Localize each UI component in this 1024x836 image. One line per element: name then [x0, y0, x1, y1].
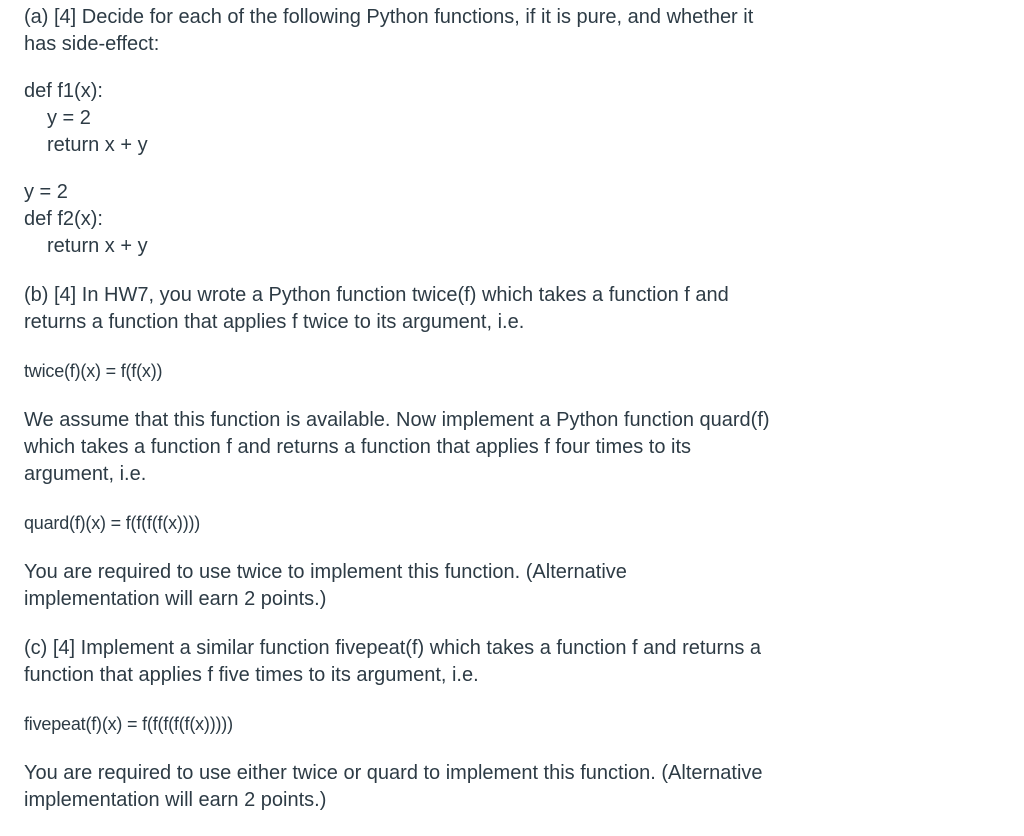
code-line: y = 2 [24, 181, 68, 203]
part-a-line-2: has side-effect: [24, 33, 160, 55]
assignment-page [24, 4, 1004, 814]
part-c-para2-line-1: You are required to use either twice or quard to implement this function. (Alternative [24, 762, 763, 784]
code-line: return x + y [47, 134, 148, 156]
part-b [24, 282, 1004, 613]
code-line: return x + y [47, 235, 148, 257]
part-b-para2-line-1: We assume that this function is available. Now implement a Python function quard(f) [24, 409, 770, 431]
part-b-line-2: returns a function that applies f twice to its argument, i.e. [24, 311, 525, 333]
part-c-para2-line-2: implementation will earn 2 points.) [24, 789, 327, 811]
part-c-line-1: (c) [4] Implement a similar function fivepeat(f) which takes a function f and returns a [24, 637, 761, 659]
part-b-para2-line-3: argument, i.e. [24, 463, 147, 485]
code-line: def f2(x): [24, 208, 103, 230]
code-line: def f1(x): [24, 80, 103, 102]
part-b-para3-line-1: You are required to use twice to implement this function. (Alternative [24, 561, 627, 583]
part-a [24, 4, 1004, 260]
code-line: y = 2 [47, 107, 91, 129]
formula-fivepeat: fivepeat(f)(x) = f(f(f(f(f(x))))) [24, 714, 233, 734]
part-b-para2-line-2: which takes a function f and returns a function that applies f four times to its [24, 436, 692, 458]
code-block-f2 [24, 179, 1004, 260]
part-b-line-1: (b) [4] In HW7, you wrote a Python function twice(f) which takes a function f and [24, 284, 729, 306]
part-a-line-1: (a) [4] Decide for each of the following Python functions, if it is pure, and whether it [24, 6, 754, 28]
part-c [24, 635, 1004, 814]
formula-twice: twice(f)(x) = f(f(x)) [24, 361, 163, 381]
code-block-f1 [24, 78, 1004, 159]
formula-quard: quard(f)(x) = f(f(f(f(x)))) [24, 513, 201, 533]
part-b-para3-line-2: implementation will earn 2 points.) [24, 588, 327, 610]
part-c-line-2: function that applies f five times to its argument, i.e. [24, 664, 479, 686]
